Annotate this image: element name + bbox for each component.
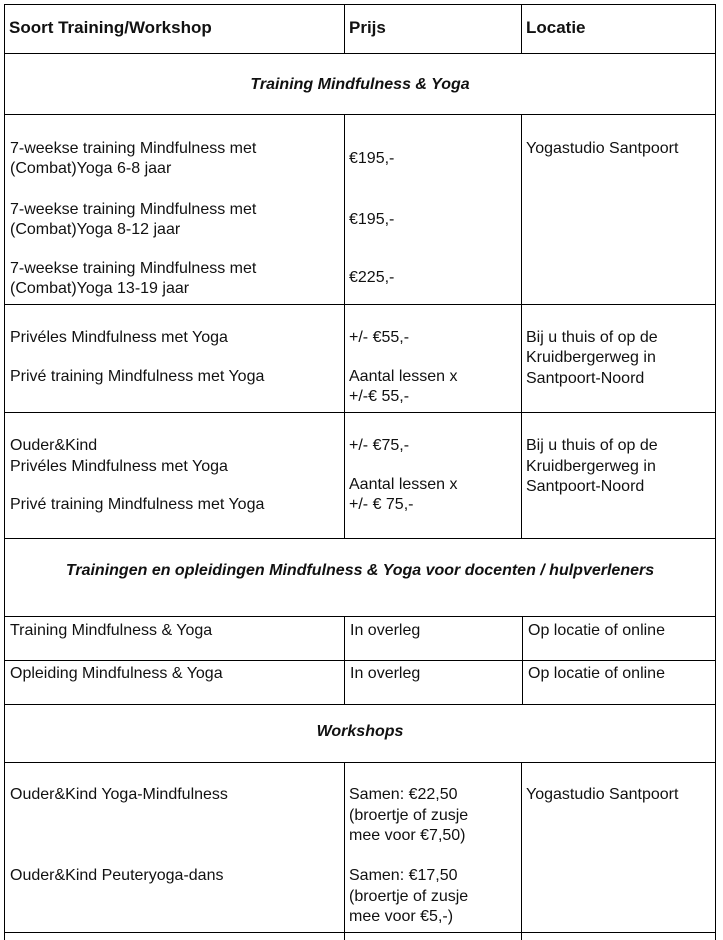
training-location: Bij u thuis of op de xyxy=(526,329,658,346)
training-location: Santpoort-Noord xyxy=(526,370,645,387)
training-name: (Combat)Yoga 8-12 jaar xyxy=(10,221,181,238)
training-name: Training Mindfulness & Yoga xyxy=(10,622,213,639)
table-border-right xyxy=(715,4,716,940)
training-price: €225,- xyxy=(349,269,395,286)
training-price: €195,- xyxy=(349,211,395,228)
col-divider xyxy=(521,762,522,940)
training-name: 7-weekse training Mindfulness met xyxy=(10,201,257,218)
table-border-left xyxy=(4,4,5,940)
column-header-location: Locatie xyxy=(526,18,586,37)
training-location: Kruidbergerweg in xyxy=(526,458,656,475)
section-title-teachers: Trainingen en opleidingen Mindfulness & Yoga voor docenten / hulpverleners xyxy=(65,562,655,579)
row-divider xyxy=(4,304,716,305)
training-price: +/- €55,- xyxy=(349,329,410,346)
training-location: Santpoort-Noord xyxy=(526,478,645,495)
training-name: Privéles Mindfulness met Yoga xyxy=(10,329,228,346)
training-price: +/-€ 55,- xyxy=(349,388,410,405)
training-location: Kruidbergerweg in xyxy=(526,349,656,366)
row-divider xyxy=(4,538,716,539)
row-divider xyxy=(4,412,716,413)
row-divider xyxy=(4,616,716,617)
training-name: 7-weekse training Mindfulness met xyxy=(10,140,257,157)
workshop-location: Yogastudio Santpoort xyxy=(526,786,679,803)
row-divider xyxy=(4,114,716,115)
training-price: In overleg xyxy=(350,665,421,682)
workshop-price: (broertje of zusje xyxy=(349,807,469,824)
section-title-workshops: Workshops xyxy=(316,723,404,740)
training-name: Privéles Mindfulness met Yoga xyxy=(10,458,228,475)
training-location: Yogastudio Santpoort xyxy=(526,140,679,157)
col-divider xyxy=(344,114,345,538)
row-divider xyxy=(4,704,716,705)
training-location: Op locatie of online xyxy=(528,665,665,682)
training-price: +/- € 75,- xyxy=(349,496,414,513)
col-divider xyxy=(521,114,522,538)
row-divider xyxy=(4,932,716,933)
column-header-price: Prijs xyxy=(349,18,386,37)
workshop-name: Ouder&Kind Peuteryoga-dans xyxy=(10,867,224,884)
training-name: 7-weekse training Mindfulness met xyxy=(10,260,257,277)
training-price: Aantal lessen x xyxy=(349,368,458,385)
workshop-price: Samen: €22,50 xyxy=(349,786,458,803)
col-divider xyxy=(344,4,345,53)
col-divider xyxy=(521,4,522,53)
training-name: Privé training Mindfulness met Yoga xyxy=(10,496,265,513)
workshop-price: Samen: €17,50 xyxy=(349,867,458,884)
row-divider xyxy=(4,762,716,763)
training-name: (Combat)Yoga 13-19 jaar xyxy=(10,280,190,297)
workshop-price: (broertje of zusje xyxy=(349,888,469,905)
training-name: Ouder&Kind xyxy=(10,437,98,454)
workshop-price: mee voor €5,-) xyxy=(349,908,454,925)
row-divider xyxy=(4,660,716,661)
column-header-type: Soort Training/Workshop xyxy=(9,18,212,37)
row-divider xyxy=(4,53,716,54)
workshop-name: Ouder&Kind Yoga-Mindfulness xyxy=(10,786,228,803)
training-name: Opleiding Mindfulness & Yoga xyxy=(10,665,223,682)
section-title-training: Training Mindfulness & Yoga xyxy=(250,76,470,93)
training-location: Bij u thuis of op de xyxy=(526,437,658,454)
workshop-price: mee voor €7,50) xyxy=(349,827,466,844)
training-price: Aantal lessen x xyxy=(349,476,458,493)
training-name: (Combat)Yoga 6-8 jaar xyxy=(10,160,172,177)
training-name: Privé training Mindfulness met Yoga xyxy=(10,368,265,385)
col-divider xyxy=(344,762,345,940)
training-price: In overleg xyxy=(350,622,421,639)
training-location: Op locatie of online xyxy=(528,622,665,639)
training-price: +/- €75,- xyxy=(349,437,410,454)
training-price: €195,- xyxy=(349,150,395,167)
row-divider xyxy=(4,4,716,5)
